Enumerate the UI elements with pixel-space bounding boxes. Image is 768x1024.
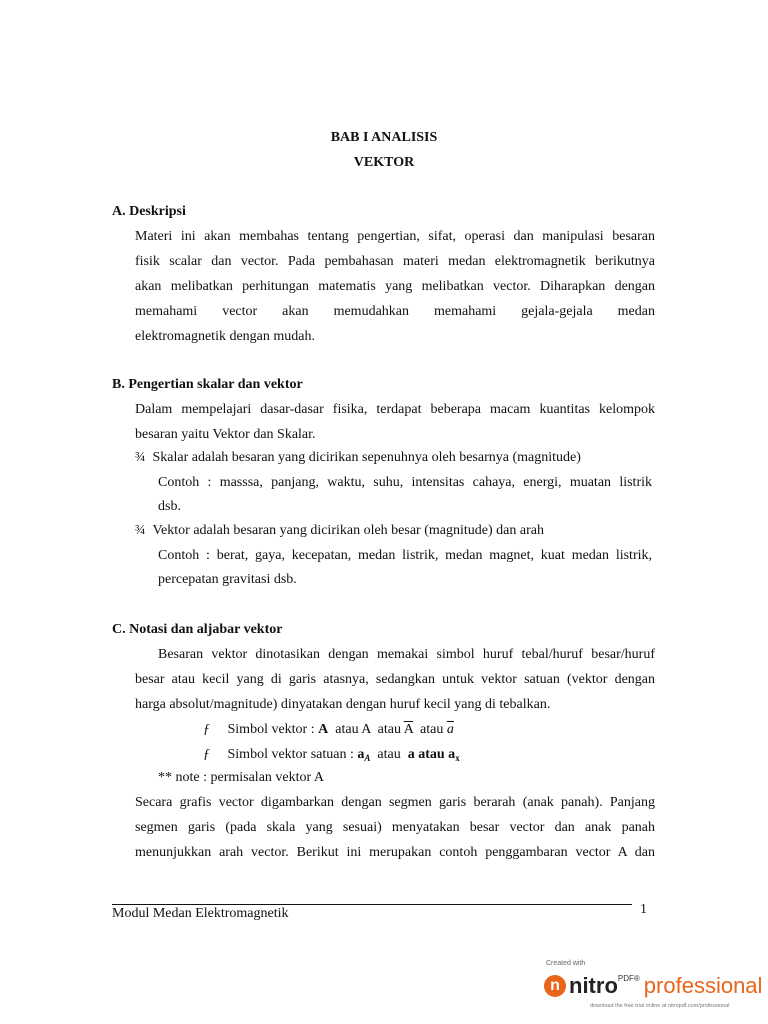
nitro-pdf-mark xyxy=(618,974,640,983)
unit-vector-line xyxy=(203,747,460,763)
section-b-intro-line: besaran yaitu Vektor dan Skalar. xyxy=(135,427,316,442)
bullet-vector xyxy=(135,523,544,539)
symbol-italic-a: $\overline{a}$ xyxy=(446,722,454,737)
page-number: 1 xyxy=(640,902,647,917)
nitro-watermark xyxy=(544,960,764,1020)
symbol-mid2: atau xyxy=(413,722,447,737)
symbol-vector-prefix: Simbol vektor : xyxy=(227,722,319,737)
section-a-line: Materi ini akan membahas tentang pengertian, sifat, operasi dan manipulasi besaran xyxy=(135,229,655,244)
bullet-vector-text: Vektor adalah besaran yang dicirikan oleh besar (magnitude) dan arah xyxy=(152,523,544,538)
section-a-line: fisik scalar dan vector. Pada pembahasan materi medan elektromagnetik berikutnya xyxy=(135,254,655,269)
nitro-download-text: download the free trial online at nitropdf.com/professional xyxy=(590,1003,730,1009)
vector-example-line: Contoh : berat, gaya, kecepatan, medan listrik, medan magnet, kuat medan listrik, xyxy=(158,548,652,563)
section-c-tail-line: Secara grafis vector digambarkan dengan segmen garis berarah (anak panah). Panjang xyxy=(135,795,655,810)
nitro-pdf-text: PDF xyxy=(617,973,634,983)
footer-title: Modul Medan Elektromagnetik xyxy=(112,906,289,921)
scalar-example-line: Contoh : masssa, panjang, waktu, suhu, intensitas cahaya, energi, muatan listrik xyxy=(158,475,652,490)
unit-vector-prefix: Simbol vektor satuan : xyxy=(227,747,358,762)
section-a-line: elektromagnetik dengan mudah. xyxy=(135,329,315,344)
footer-rule xyxy=(112,904,632,905)
nitro-circle-icon: n xyxy=(544,975,566,997)
bullet-scalar-text: Skalar adalah besaran yang dicirikan sepenuhnya oleh besarnya (magnitude) xyxy=(152,450,581,465)
page-title: BAB I ANALISIS xyxy=(330,130,438,145)
note-line: ** note : permisalan vektor A xyxy=(158,770,325,785)
page-subtitle: VEKTOR xyxy=(353,155,415,170)
scalar-example-line: dsb. xyxy=(158,499,181,514)
section-b-heading: B. Pengertian skalar dan vektor xyxy=(112,377,303,392)
symbol-mid1: atau A atau xyxy=(328,722,404,737)
section-c-tail-line: segmen garis (pada skala yang sesuai) menyatakan besar vector dan anak panah xyxy=(135,820,655,835)
nitro-reg-mark: ® xyxy=(633,973,640,983)
section-c-heading: C. Notasi dan aljabar vektor xyxy=(112,622,283,637)
section-a-line: memahami vector akan memudahkan memahami gejala-gejala medan xyxy=(135,304,655,319)
unit-sub-a: A xyxy=(364,753,371,763)
symbol-bold-a: A xyxy=(318,722,329,737)
nitro-brand: nitro xyxy=(569,973,618,998)
section-c-line: harga absolut/magnitude) dinyatakan dengan huruf kecil yang di tebalkan. xyxy=(135,697,551,712)
unit-mid: atau xyxy=(370,747,408,762)
item-glyph: ƒ xyxy=(203,722,210,737)
bullet-glyph: ¾ xyxy=(135,450,146,465)
nitro-logo xyxy=(544,972,762,1000)
symbol-vector-line xyxy=(203,722,454,738)
section-c-line: Besaran vektor dinotasikan dengan memakai simbol huruf tebal/huruf besar/huruf xyxy=(158,647,655,662)
nitro-professional: professional xyxy=(643,973,763,998)
section-b-intro-line: Dalam mempelajari dasar-dasar fisika, terdapat beberapa macam kuantitas kelompok xyxy=(135,402,655,417)
unit-bold-a: a xyxy=(357,747,365,762)
symbol-overline-a: $\overline{A}$ xyxy=(403,722,414,737)
vector-example-line: percepatan gravitasi dsb. xyxy=(158,572,297,587)
item-glyph: ƒ xyxy=(203,747,210,762)
section-a-line: akan melibatkan perhitungan matematis yang melibatkan vector. Diharapkan dengan xyxy=(135,279,655,294)
section-c-line: besar atau kecil yang di garis atasnya, sedangkan untuk vektor satuan (vektor dengan xyxy=(135,672,655,687)
section-a-heading: A. Deskripsi xyxy=(112,204,186,219)
created-with-text: Created with xyxy=(546,960,586,967)
bullet-glyph: ¾ xyxy=(135,523,146,538)
section-c-tail-line: menunjukkan arah vector. Berikut ini merupakan contoh penggambaran vector A dan xyxy=(135,845,655,860)
unit-bold-phrase: a atau a xyxy=(407,747,456,762)
unit-sub-x: x xyxy=(455,753,460,763)
bullet-scalar xyxy=(135,450,581,466)
